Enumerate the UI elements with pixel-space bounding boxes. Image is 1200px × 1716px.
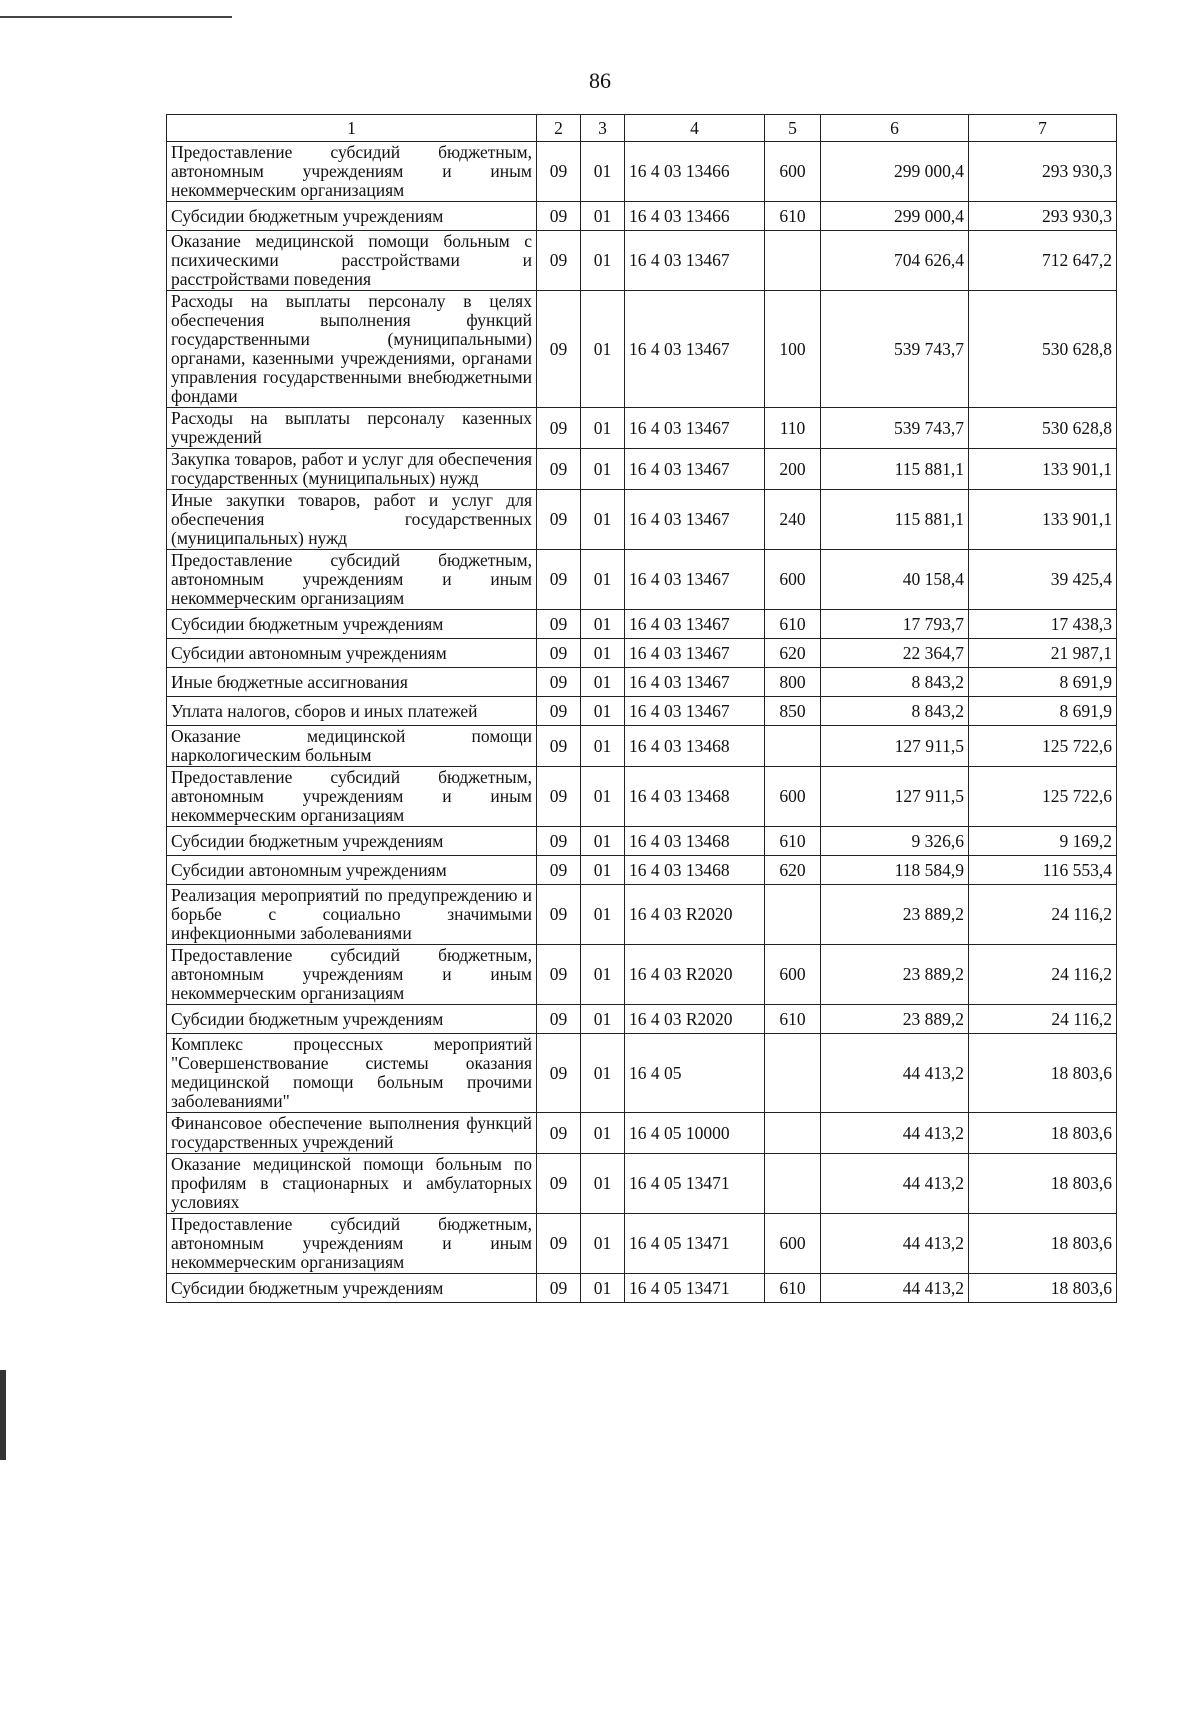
row-target-code: 16 4 03 13468 [625,856,765,885]
row-amount-col6: 23 889,2 [821,1005,969,1034]
row-name: Оказание медицинской помощи больным с психическими расстройствами и расстройствами поведения [167,231,537,291]
row-section: 09 [537,231,581,291]
row-section: 09 [537,1034,581,1113]
row-amount-col6: 704 626,4 [821,231,969,291]
row-target-code: 16 4 05 [625,1034,765,1113]
table-row [167,697,1117,726]
row-expense-type [765,231,821,291]
table-row [167,885,1117,945]
row-amount-col7: 18 803,6 [969,1274,1117,1303]
row-expense-type: 610 [765,1274,821,1303]
row-name: Предоставление субсидий бюджетным, автономным учреждениям и иным некоммерческим организациям [167,550,537,610]
row-section: 09 [537,668,581,697]
row-target-code: 16 4 03 R2020 [625,945,765,1005]
row-amount-col7: 8 691,9 [969,697,1117,726]
table-body [167,142,1117,1303]
row-target-code: 16 4 03 13466 [625,202,765,231]
row-amount-col6: 539 743,7 [821,408,969,449]
row-expense-type: 600 [765,945,821,1005]
row-expense-type: 850 [765,697,821,726]
row-amount-col7: 39 425,4 [969,550,1117,610]
row-subsection: 01 [581,1005,625,1034]
row-target-code: 16 4 03 13467 [625,408,765,449]
row-name: Предоставление субсидий бюджетным, автономным учреждениям и иным некоммерческим организациям [167,1214,537,1274]
row-target-code: 16 4 03 13467 [625,639,765,668]
row-name: Комплекс процессных мероприятий "Совершенствование системы оказания медицинской помощи больным прочими заболеваниями" [167,1034,537,1113]
row-expense-type: 600 [765,767,821,827]
row-section: 09 [537,639,581,668]
row-expense-type: 620 [765,639,821,668]
row-amount-col6: 299 000,4 [821,142,969,202]
column-header-4: 4 [625,115,765,142]
table-row [167,408,1117,449]
row-amount-col7: 293 930,3 [969,202,1117,231]
row-section: 09 [537,726,581,767]
table-row [167,1034,1117,1113]
table-row [167,449,1117,490]
row-amount-col7: 18 803,6 [969,1214,1117,1274]
row-amount-col6: 23 889,2 [821,945,969,1005]
row-amount-col7: 18 803,6 [969,1034,1117,1113]
row-subsection: 01 [581,767,625,827]
table-row [167,1005,1117,1034]
row-target-code: 16 4 03 13467 [625,490,765,550]
row-target-code: 16 4 03 13467 [625,668,765,697]
row-expense-type: 610 [765,610,821,639]
row-expense-type: 610 [765,202,821,231]
table-row [167,1274,1117,1303]
row-amount-col6: 299 000,4 [821,202,969,231]
table-row [167,231,1117,291]
row-expense-type: 600 [765,550,821,610]
row-amount-col6: 8 843,2 [821,668,969,697]
column-header-2: 2 [537,115,581,142]
row-target-code: 16 4 05 13471 [625,1214,765,1274]
row-section: 09 [537,945,581,1005]
column-header-7: 7 [969,115,1117,142]
column-header-1: 1 [167,115,537,142]
row-amount-col7: 133 901,1 [969,490,1117,550]
row-amount-col6: 44 413,2 [821,1154,969,1214]
row-subsection: 01 [581,449,625,490]
row-amount-col6: 44 413,2 [821,1274,969,1303]
row-expense-type [765,726,821,767]
row-expense-type: 610 [765,1005,821,1034]
row-section: 09 [537,1005,581,1034]
row-subsection: 01 [581,231,625,291]
row-name: Реализация мероприятий по предупреждению и борьбе с социально значимыми инфекционными заболеваниями [167,885,537,945]
row-amount-col6: 127 911,5 [821,726,969,767]
row-amount-col7: 125 722,6 [969,726,1117,767]
row-expense-type: 610 [765,827,821,856]
row-amount-col7: 530 628,8 [969,291,1117,408]
row-amount-col7: 133 901,1 [969,449,1117,490]
row-name: Субсидии бюджетным учреждениям [167,610,537,639]
row-amount-col6: 127 911,5 [821,767,969,827]
row-subsection: 01 [581,1214,625,1274]
row-subsection: 01 [581,1113,625,1154]
row-subsection: 01 [581,668,625,697]
row-subsection: 01 [581,291,625,408]
row-subsection: 01 [581,697,625,726]
row-name: Предоставление субсидий бюджетным, автономным учреждениям и иным некоммерческим организациям [167,142,537,202]
row-amount-col7: 530 628,8 [969,408,1117,449]
page-number: 86 [589,68,611,93]
row-target-code: 16 4 03 13467 [625,610,765,639]
row-amount-col7: 18 803,6 [969,1113,1117,1154]
row-amount-col7: 9 169,2 [969,827,1117,856]
row-amount-col7: 24 116,2 [969,1005,1117,1034]
row-name: Оказание медицинской помощи наркологическим больным [167,726,537,767]
row-section: 09 [537,449,581,490]
row-expense-type [765,885,821,945]
row-section: 09 [537,1154,581,1214]
row-expense-type [765,1113,821,1154]
scan-margin-line [0,1370,6,1460]
table-row [167,1113,1117,1154]
row-subsection: 01 [581,1154,625,1214]
row-target-code: 16 4 03 R2020 [625,885,765,945]
row-section: 09 [537,1274,581,1303]
row-amount-col7: 18 803,6 [969,1154,1117,1214]
row-target-code: 16 4 03 13467 [625,697,765,726]
row-section: 09 [537,291,581,408]
row-expense-type: 200 [765,449,821,490]
row-section: 09 [537,202,581,231]
row-name: Субсидии автономным учреждениям [167,856,537,885]
column-header-3: 3 [581,115,625,142]
row-expense-type: 240 [765,490,821,550]
row-amount-col6: 22 364,7 [821,639,969,668]
row-subsection: 01 [581,142,625,202]
row-subsection: 01 [581,550,625,610]
row-name: Субсидии бюджетным учреждениям [167,1274,537,1303]
row-amount-col7: 21 987,1 [969,639,1117,668]
row-target-code: 16 4 05 10000 [625,1113,765,1154]
table-row [167,490,1117,550]
row-subsection: 01 [581,408,625,449]
row-amount-col7: 293 930,3 [969,142,1117,202]
row-name: Предоставление субсидий бюджетным, автономным учреждениям и иным некоммерческим организациям [167,767,537,827]
row-amount-col6: 8 843,2 [821,697,969,726]
row-name: Предоставление субсидий бюджетным, автономным учреждениям и иным некоммерческим организациям [167,945,537,1005]
row-name: Уплата налогов, сборов и иных платежей [167,697,537,726]
row-amount-col6: 44 413,2 [821,1113,969,1154]
row-section: 09 [537,142,581,202]
row-subsection: 01 [581,726,625,767]
row-name: Оказание медицинской помощи больным по профилям в стационарных и амбулаторных условиях [167,1154,537,1214]
row-target-code: 16 4 03 13468 [625,726,765,767]
row-amount-col6: 44 413,2 [821,1214,969,1274]
row-subsection: 01 [581,490,625,550]
table-row [167,945,1117,1005]
row-expense-type: 100 [765,291,821,408]
row-name: Субсидии автономным учреждениям [167,639,537,668]
row-name: Иные закупки товаров, работ и услуг для обеспечения государственных (муниципальных) нужд [167,490,537,550]
row-target-code: 16 4 03 13467 [625,231,765,291]
row-name: Закупка товаров, работ и услуг для обеспечения государственных (муниципальных) нужд [167,449,537,490]
row-subsection: 01 [581,885,625,945]
row-amount-col6: 23 889,2 [821,885,969,945]
row-expense-type [765,1154,821,1214]
row-target-code: 16 4 03 13467 [625,550,765,610]
row-section: 09 [537,827,581,856]
row-section: 09 [537,697,581,726]
table-row [167,550,1117,610]
row-amount-col7: 125 722,6 [969,767,1117,827]
scan-edge-line [0,16,232,18]
row-subsection: 01 [581,1274,625,1303]
budget-table [166,114,1117,1303]
row-amount-col6: 118 584,9 [821,856,969,885]
row-section: 09 [537,408,581,449]
row-target-code: 16 4 03 13468 [625,827,765,856]
row-section: 09 [537,550,581,610]
row-amount-col7: 17 438,3 [969,610,1117,639]
row-amount-col7: 8 691,9 [969,668,1117,697]
row-amount-col7: 24 116,2 [969,885,1117,945]
table-row [167,827,1117,856]
row-subsection: 01 [581,202,625,231]
row-expense-type: 600 [765,1214,821,1274]
row-target-code: 16 4 03 R2020 [625,1005,765,1034]
row-name: Субсидии бюджетным учреждениям [167,827,537,856]
row-section: 09 [537,1113,581,1154]
table-row [167,668,1117,697]
row-amount-col7: 712 647,2 [969,231,1117,291]
row-subsection: 01 [581,639,625,668]
row-name: Иные бюджетные ассигнования [167,668,537,697]
row-expense-type: 110 [765,408,821,449]
row-subsection: 01 [581,1034,625,1113]
row-target-code: 16 4 03 13468 [625,767,765,827]
row-amount-col6: 115 881,1 [821,490,969,550]
table-row [167,767,1117,827]
row-target-code: 16 4 03 13466 [625,142,765,202]
row-amount-col6: 17 793,7 [821,610,969,639]
row-subsection: 01 [581,945,625,1005]
row-amount-col6: 44 413,2 [821,1034,969,1113]
table-row [167,726,1117,767]
table-row [167,639,1117,668]
row-amount-col6: 40 158,4 [821,550,969,610]
table-row [167,1214,1117,1274]
row-expense-type: 800 [765,668,821,697]
row-amount-col7: 24 116,2 [969,945,1117,1005]
row-name: Финансовое обеспечение выполнения функций государственных учреждений [167,1113,537,1154]
row-name: Расходы на выплаты персоналу в целях обеспечения выполнения функций государственными (муниципальными) органами, казенными учреждениями, органами управления государственными внебюджетными фондами [167,291,537,408]
row-target-code: 16 4 05 13471 [625,1154,765,1214]
row-section: 09 [537,885,581,945]
row-name: Субсидии бюджетным учреждениям [167,202,537,231]
row-expense-type: 620 [765,856,821,885]
table-row [167,291,1117,408]
table-row [167,856,1117,885]
row-section: 09 [537,610,581,639]
column-header-5: 5 [765,115,821,142]
row-expense-type: 600 [765,142,821,202]
row-amount-col6: 539 743,7 [821,291,969,408]
row-subsection: 01 [581,827,625,856]
row-section: 09 [537,856,581,885]
table-row [167,610,1117,639]
row-subsection: 01 [581,856,625,885]
row-section: 09 [537,1214,581,1274]
row-amount-col6: 9 326,6 [821,827,969,856]
row-amount-col7: 116 553,4 [969,856,1117,885]
row-section: 09 [537,767,581,827]
row-amount-col6: 115 881,1 [821,449,969,490]
row-target-code: 16 4 05 13471 [625,1274,765,1303]
table-row [167,142,1117,202]
table-row [167,202,1117,231]
table-row [167,1154,1117,1214]
header-row [167,115,1117,142]
row-target-code: 16 4 03 13467 [625,291,765,408]
row-subsection: 01 [581,610,625,639]
column-header-6: 6 [821,115,969,142]
row-expense-type [765,1034,821,1113]
row-name: Расходы на выплаты персоналу казенных учреждений [167,408,537,449]
row-section: 09 [537,490,581,550]
row-name: Субсидии бюджетным учреждениям [167,1005,537,1034]
row-target-code: 16 4 03 13467 [625,449,765,490]
